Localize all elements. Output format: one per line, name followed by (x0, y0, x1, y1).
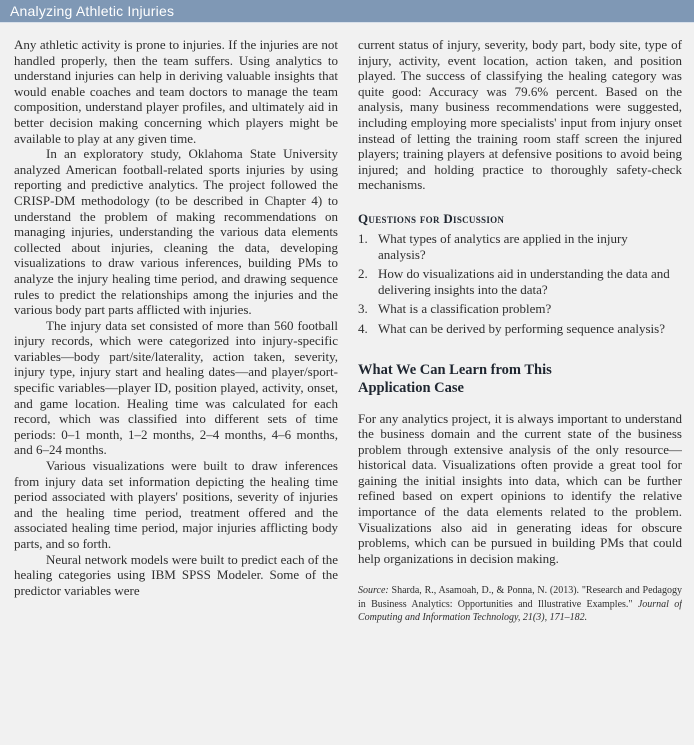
question-text: What types of analytics are applied in the injury analysis? (378, 230, 628, 262)
question-text: How do visualizations aid in understanding the data and delivering insights into the data? (378, 266, 670, 297)
source-authors: Sharda, R., Asamoah, D., & Ponna, N. (2013). "Research and Pedagogy in Business Analytics: Opportunities and Illustrative Examples." (358, 585, 682, 610)
questions-heading: Questions for Discussion (358, 210, 505, 226)
paragraph-learn: For any analytics project, it is always important to understand the business domain and the current state of the business problem through extensive analysis of the only resource—historical data. Visualizations often provide a great tool for gaining the initial insights into data, which can be further refined based on expert opinions to identify the relative importance of the data elements related to the problem. Visualizations also aid in generating ideas for obscure problems, which can be pursued in building PMs that could help organizations in decision making. (358, 410, 682, 566)
source-journal: Journal of Computing and Information Technology, (358, 598, 682, 624)
questions-list (358, 231, 682, 337)
paragraph-neural-network: Neural network models were built to predict each of the healing categories using IBM SPSS Modeler. Some of the predictor variables were (14, 551, 338, 598)
learn-heading-line1: What We Can Learn from This (358, 361, 552, 378)
question-text: What can be derived by performing sequence analysis? (378, 320, 665, 336)
paragraph-visualizations: Various visualizations were built to draw inferences from injury data set information depicting the healing time period associated with players' positions, severity of injuries and the healing time period, treatment offered and the associated healing time period, major injuries afflicting body parts, and so forth. (14, 458, 338, 551)
source-label: Source: (358, 585, 389, 597)
question-number: 4. (358, 320, 368, 336)
section-header (0, 0, 694, 23)
learn-heading (358, 361, 682, 397)
right-column (358, 37, 682, 742)
section-title: Analyzing Athletic Injuries (10, 3, 175, 19)
question-item (358, 301, 682, 317)
question-item (358, 231, 682, 262)
paragraph-dataset: The injury data set consisted of more than 560 football injury records, which were categorized into injury-specific variables—body part/site/laterality, action taken, severity, injury type, injury start and healing dates—and player/sport-specific variables—player ID, position played, activity, onset, and game location. Healing time was calculated for each record, which was classified into different sets of time periods: 0–1 month, 1–2 months, 2–4 months, 4–6 months, and 6–24 months. (14, 317, 338, 458)
question-number: 1. (358, 230, 368, 246)
question-text: What is a classification problem? (378, 301, 552, 317)
paragraph-results: current status of injury, severity, body part, body site, type of injury, activity, event location, action taken, and position played. The success of classifying the healing category was quite good: Accuracy was 79.6% percent. Based on the analysis, many business recommendations were suggested, including employing more specialists' input from injury onset instead of letting the training room staff screen the injured players; training players at defensive positions to avoid being injured; and holding practice to thoroughly safety-check mechanisms. (358, 37, 682, 193)
paragraph-study: In an exploratory study, Oklahoma State University analyzed American football-related sports injuries by using reporting and predictive analytics. The project followed the CRISP-DM methodology (to be described in Chapter 4) to understand the problem of making recommendations on managing injuries, understanding the various data elements collected about injuries, cleaning the data, developing visualizations to draw various inferences, building PMs to analyze the injury healing time period, and drawing sequence rules to predict the relationships among the injuries and the various body part parts afflicted with injuries. (14, 146, 338, 318)
question-number: 3. (358, 301, 368, 317)
question-number: 2. (358, 266, 368, 282)
paragraph-intro: Any athletic activity is prone to injuries. If the injuries are not handled properly, then the team suffers. Using analytics to understand injuries can help in deriving valuable insights that would enable coaches and team doctors to manage the team composition, understand player profiles, and ultimately aid in better decision making concerning which players might be available to play at any given time. (14, 37, 338, 146)
question-item (358, 266, 682, 297)
left-column (14, 37, 338, 742)
question-item (358, 321, 682, 337)
two-column-body (0, 23, 694, 742)
source-citation (358, 584, 682, 624)
source-volume: 21(3), 171–182. (522, 612, 588, 624)
learn-heading-line2: Application Case (358, 379, 464, 396)
